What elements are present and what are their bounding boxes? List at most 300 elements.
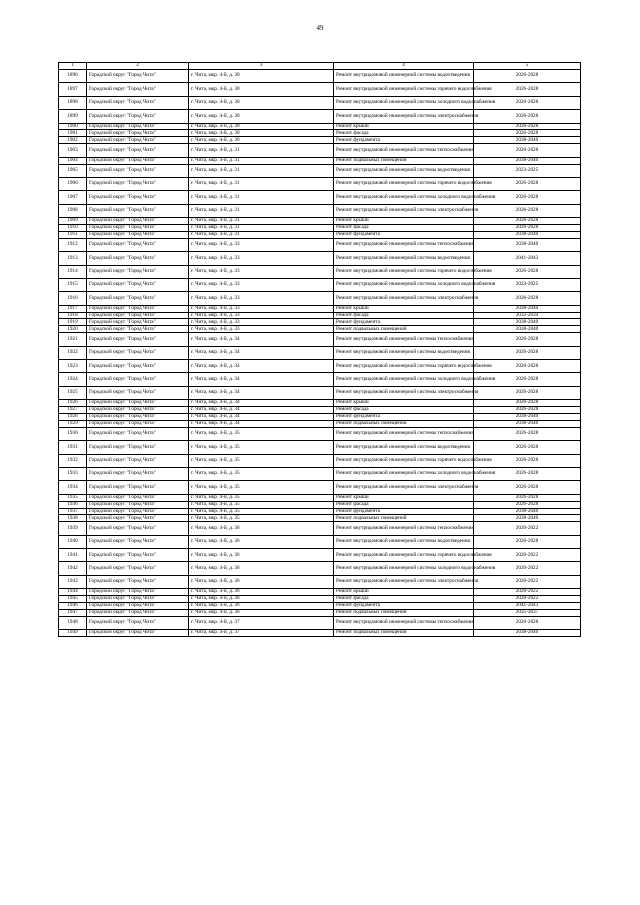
address-cell: г. Чита, мкр. 4-й, д. 33: [189, 305, 334, 312]
period-cell: 2026-2028: [474, 204, 581, 217]
table-row: [59, 96, 581, 109]
address-cell: г. Чита, мкр. 4-й, д. 36: [189, 589, 334, 596]
work-type-cell: Ремонт внутридомовой инженерной системы горячего водоснабжения: [334, 549, 474, 562]
work-type-cell: Ремонт фундамента: [334, 508, 474, 515]
address-cell: г. Чита, мкр. 4-й, д. 33: [189, 292, 334, 305]
row-number-cell: 1943: [59, 575, 87, 588]
work-type-cell: Ремонт внутридомовой инженерной системы теплоснабжения: [334, 427, 474, 440]
work-type-cell: Ремонт подвальных помещений: [334, 420, 474, 427]
municipality-cell: Городской округ "Город Чита": [87, 191, 189, 204]
work-type-cell: Ремонт фасада: [334, 407, 474, 414]
period-cell: 2026-2028: [474, 400, 581, 407]
address-cell: г. Чита, мкр. 4-й, д. 33: [189, 312, 334, 319]
row-number-cell: 1932: [59, 454, 87, 467]
period-cell: 2038-2040: [474, 508, 581, 515]
table-row: [59, 191, 581, 204]
address-cell: г. Чита, мкр. 4-й, д. 35: [189, 481, 334, 494]
address-cell: г. Чита, мкр. 4-й, д. 34: [189, 333, 334, 346]
municipality-cell: Городской округ "Город Чита": [87, 603, 189, 610]
period-cell: 2026-2028: [474, 360, 581, 373]
period-cell: 2035-2037: [474, 609, 581, 616]
municipality-cell: Городской округ "Город Чита": [87, 96, 189, 109]
row-number-cell: 1916: [59, 292, 87, 305]
table-row: [59, 83, 581, 96]
row-number-cell: 1917: [59, 305, 87, 312]
table-row: [59, 467, 581, 480]
table-row: [59, 333, 581, 346]
municipality-cell: Городской округ "Город Чита": [87, 373, 189, 386]
period-cell: 2038-2040: [474, 515, 581, 522]
table-row: [59, 616, 581, 629]
municipality-cell: Городской округ "Город Чита": [87, 231, 189, 238]
municipality-cell: Городской округ "Город Чита": [87, 164, 189, 177]
work-type-cell: Ремонт фундамента: [334, 414, 474, 421]
table-row: [59, 137, 581, 144]
row-number-cell: 1933: [59, 467, 87, 480]
address-cell: г. Чита, мкр. 4-й, д. 30: [189, 123, 334, 130]
address-cell: г. Чита, мкр. 4-й, д. 34: [189, 373, 334, 386]
period-cell: 2026-2028: [474, 454, 581, 467]
period-cell: 2026-2028: [474, 373, 581, 386]
table-row: [59, 292, 581, 305]
municipality-cell: Городской округ "Город Чита": [87, 575, 189, 588]
column-header: 2: [87, 63, 189, 70]
row-number-cell: 1922: [59, 346, 87, 359]
municipality-cell: Городской округ "Город Чита": [87, 616, 189, 629]
municipality-cell: Городской округ "Город Чита": [87, 535, 189, 548]
municipality-cell: Городской округ "Город Чита": [87, 305, 189, 312]
address-cell: г. Чита, мкр. 4-й, д. 30: [189, 96, 334, 109]
address-cell: г. Чита, мкр. 4-й, д. 33: [189, 319, 334, 326]
table-row: [59, 454, 581, 467]
row-number-cell: 1940: [59, 535, 87, 548]
repair-schedule-table: [58, 62, 581, 637]
work-type-cell: Ремонт фасада: [334, 501, 474, 508]
row-number-cell: 1918: [59, 312, 87, 319]
address-cell: г. Чита, мкр. 4-й, д. 31: [189, 224, 334, 231]
period-cell: 2026-2028: [474, 407, 581, 414]
address-cell: г. Чита, мкр. 4-й, д. 33: [189, 326, 334, 333]
municipality-cell: Городской округ "Город Чита": [87, 407, 189, 414]
work-type-cell: Ремонт крыши: [334, 494, 474, 501]
period-cell: 2041-2043: [474, 252, 581, 265]
table-row: [59, 144, 581, 157]
period-cell: 2020-2022: [474, 522, 581, 535]
municipality-cell: Городской округ "Город Чита": [87, 110, 189, 123]
table-row: [59, 238, 581, 251]
row-number-cell: 1908: [59, 204, 87, 217]
work-type-cell: Ремонт крыши: [334, 123, 474, 130]
table-row: [59, 130, 581, 137]
work-type-cell: Ремонт фасада: [334, 312, 474, 319]
row-number-cell: 1924: [59, 373, 87, 386]
table-row: [59, 373, 581, 386]
work-type-cell: Ремонт внутридомовой инженерной системы водоотведения: [334, 70, 474, 83]
address-cell: г. Чита, мкр. 4-й, д. 36: [189, 596, 334, 603]
period-cell: 2020-2022: [474, 549, 581, 562]
period-cell: 2026-2028: [474, 427, 581, 440]
address-cell: г. Чита, мкр. 4-й, д. 33: [189, 278, 334, 291]
address-cell: г. Чита, мкр. 4-й, д. 36: [189, 549, 334, 562]
row-number-cell: 1938: [59, 515, 87, 522]
work-type-cell: Ремонт внутридомовой инженерной системы водоотведения: [334, 346, 474, 359]
period-cell: 2038-2040: [474, 238, 581, 251]
row-number-cell: 1930: [59, 427, 87, 440]
column-header: 4: [334, 63, 474, 70]
work-type-cell: Ремонт внутридомовой инженерной системы холодного водоснабжения: [334, 96, 474, 109]
work-type-cell: Ремонт фасада: [334, 224, 474, 231]
address-cell: г. Чита, мкр. 4-й, д. 35: [189, 515, 334, 522]
period-cell: 2026-2028: [474, 130, 581, 137]
period-cell: 2038-2040: [474, 319, 581, 326]
table-row: [59, 177, 581, 190]
municipality-cell: Городской округ "Город Чита": [87, 346, 189, 359]
row-number-cell: 1926: [59, 400, 87, 407]
municipality-cell: Городской округ "Город Чита": [87, 292, 189, 305]
work-type-cell: Ремонт внутридомовой инженерной системы водоотведения: [334, 441, 474, 454]
period-cell: 2026-2028: [474, 616, 581, 629]
municipality-cell: Городской округ "Город Чита": [87, 501, 189, 508]
municipality-cell: Городской округ "Город Чита": [87, 522, 189, 535]
table-row: [59, 420, 581, 427]
table-row: [59, 265, 581, 278]
period-cell: 2026-2028: [474, 481, 581, 494]
row-number-cell: 1915: [59, 278, 87, 291]
municipality-cell: Городской округ "Город Чита": [87, 508, 189, 515]
column-header: 5: [474, 63, 581, 70]
address-cell: г. Чита, мкр. 4-й, д. 30: [189, 130, 334, 137]
table-row: [59, 501, 581, 508]
row-number-cell: 1939: [59, 522, 87, 535]
work-type-cell: Ремонт внутридомовой инженерной системы холодного водоснабжения: [334, 467, 474, 480]
table-row: [59, 609, 581, 616]
row-number-cell: 1949: [59, 630, 87, 637]
row-number-cell: 1920: [59, 326, 87, 333]
work-type-cell: Ремонт внутридомовой инженерной системы водоотведения: [334, 252, 474, 265]
work-type-cell: Ремонт внутридомовой инженерной системы холодного водоснабжения: [334, 278, 474, 291]
row-number-cell: 1944: [59, 589, 87, 596]
municipality-cell: Городской округ "Город Чита": [87, 467, 189, 480]
period-cell: 2038-2040: [474, 326, 581, 333]
table-row: [59, 70, 581, 83]
period-cell: 2026-2028: [474, 123, 581, 130]
period-cell: 2026-2028: [474, 110, 581, 123]
column-header: 1: [59, 63, 87, 70]
table-body: [59, 70, 581, 637]
work-type-cell: Ремонт подвальных помещений: [334, 630, 474, 637]
period-cell: 2020-2022: [474, 596, 581, 603]
work-type-cell: Ремонт фундамента: [334, 319, 474, 326]
address-cell: г. Чита, мкр. 4-й, д. 35: [189, 441, 334, 454]
row-number-cell: 1928: [59, 414, 87, 421]
table-row: [59, 481, 581, 494]
work-type-cell: Ремонт фундамента: [334, 603, 474, 610]
work-type-cell: Ремонт подвальных помещений: [334, 326, 474, 333]
work-type-cell: Ремонт внутридомовой инженерной системы электроснабжения: [334, 292, 474, 305]
row-number-cell: 1945: [59, 596, 87, 603]
period-cell: 2026-2028: [474, 333, 581, 346]
period-cell: 2038-2040: [474, 157, 581, 164]
municipality-cell: Городской округ "Город Чита": [87, 137, 189, 144]
table-row: [59, 575, 581, 588]
municipality-cell: Городской округ "Город Чита": [87, 589, 189, 596]
address-cell: г. Чита, мкр. 4-й, д. 34: [189, 386, 334, 399]
work-type-cell: Ремонт внутридомовой инженерной системы холодного водоснабжения: [334, 562, 474, 575]
row-number-cell: 1907: [59, 191, 87, 204]
row-number-cell: 1942: [59, 562, 87, 575]
municipality-cell: Городской округ "Город Чита": [87, 177, 189, 190]
work-type-cell: Ремонт фундамента: [334, 231, 474, 238]
period-cell: 2026-2028: [474, 191, 581, 204]
municipality-cell: Городской округ "Город Чита": [87, 400, 189, 407]
period-cell: 2023-2025: [474, 164, 581, 177]
address-cell: г. Чита, мкр. 4-й, д. 36: [189, 535, 334, 548]
municipality-cell: Городской округ "Город Чита": [87, 420, 189, 427]
row-number-cell: 1929: [59, 420, 87, 427]
table-header-row: [59, 63, 581, 70]
period-cell: 2026-2028: [474, 96, 581, 109]
address-cell: г. Чита, мкр. 4-й, д. 35: [189, 467, 334, 480]
municipality-cell: Городской округ "Город Чита": [87, 630, 189, 637]
work-type-cell: Ремонт подвальных помещений: [334, 515, 474, 522]
table-row: [59, 562, 581, 575]
table-row: [59, 360, 581, 373]
row-number-cell: 1936: [59, 501, 87, 508]
period-cell: 2026-2028: [474, 83, 581, 96]
address-cell: г. Чита, мкр. 4-й, д. 33: [189, 252, 334, 265]
address-cell: г. Чита, мкр. 4-й, д. 31: [189, 204, 334, 217]
municipality-cell: Городской округ "Город Чита": [87, 360, 189, 373]
table-row: [59, 346, 581, 359]
address-cell: г. Чита, мкр. 4-й, д. 36: [189, 562, 334, 575]
address-cell: г. Чита, мкр. 4-й, д. 31: [189, 218, 334, 225]
municipality-cell: Городской округ "Город Чита": [87, 454, 189, 467]
address-cell: г. Чита, мкр. 4-й, д. 30: [189, 110, 334, 123]
period-cell: 2026-2028: [474, 441, 581, 454]
row-number-cell: 1925: [59, 386, 87, 399]
row-number-cell: 1941: [59, 549, 87, 562]
address-cell: г. Чита, мкр. 4-й, д. 35: [189, 494, 334, 501]
work-type-cell: Ремонт внутридомовой инженерной системы водоотведения: [334, 164, 474, 177]
municipality-cell: Городской округ "Город Чита": [87, 252, 189, 265]
table-row: [59, 427, 581, 440]
address-cell: г. Чита, мкр. 4-й, д. 35: [189, 501, 334, 508]
work-type-cell: Ремонт внутридомовой инженерной системы горячего водоснабжения: [334, 177, 474, 190]
work-type-cell: Ремонт крыши: [334, 218, 474, 225]
period-cell: 2020-2022: [474, 589, 581, 596]
municipality-cell: Городской округ "Город Чита": [87, 218, 189, 225]
row-number-cell: 1896: [59, 70, 87, 83]
municipality-cell: Городской округ "Город Чита": [87, 123, 189, 130]
column-header: 3: [189, 63, 334, 70]
row-number-cell: 1901: [59, 130, 87, 137]
municipality-cell: Городской округ "Город Чита": [87, 144, 189, 157]
period-cell: 2026-2028: [474, 467, 581, 480]
work-type-cell: Ремонт внутридомовой инженерной системы теплоснабжения: [334, 333, 474, 346]
municipality-cell: Городской округ "Город Чита": [87, 83, 189, 96]
address-cell: г. Чита, мкр. 4-й, д. 31: [189, 144, 334, 157]
table-row: [59, 508, 581, 515]
work-type-cell: Ремонт внутридомовой инженерной системы теплоснабжения: [334, 616, 474, 629]
period-cell: 2026-2028: [474, 70, 581, 83]
work-type-cell: Ремонт внутридомовой инженерной системы горячего водоснабжения: [334, 360, 474, 373]
address-cell: г. Чита, мкр. 4-й, д. 35: [189, 454, 334, 467]
municipality-cell: Городской округ "Город Чита": [87, 494, 189, 501]
municipality-cell: Городской округ "Город Чита": [87, 427, 189, 440]
row-number-cell: 1927: [59, 407, 87, 414]
period-cell: 2026-2028: [474, 494, 581, 501]
period-cell: 2026-2028: [474, 535, 581, 548]
municipality-cell: Городской округ "Город Чита": [87, 157, 189, 164]
work-type-cell: Ремонт подвальных помещений: [334, 157, 474, 164]
row-number-cell: 1903: [59, 144, 87, 157]
row-number-cell: 1910: [59, 224, 87, 231]
municipality-cell: Городской округ "Город Чита": [87, 441, 189, 454]
work-type-cell: Ремонт внутридомовой инженерной системы горячего водоснабжения: [334, 265, 474, 278]
row-number-cell: 1911: [59, 231, 87, 238]
row-number-cell: 1931: [59, 441, 87, 454]
row-number-cell: 1899: [59, 110, 87, 123]
municipality-cell: Городской округ "Город Чита": [87, 265, 189, 278]
row-number-cell: 1906: [59, 177, 87, 190]
period-cell: 2032-2034: [474, 312, 581, 319]
period-cell: 2020-2022: [474, 575, 581, 588]
period-cell: 2038-2040: [474, 414, 581, 421]
period-cell: 2038-2040: [474, 420, 581, 427]
table-row: [59, 630, 581, 637]
row-number-cell: 1914: [59, 265, 87, 278]
work-type-cell: Ремонт крыши: [334, 305, 474, 312]
period-cell: 2026-2028: [474, 177, 581, 190]
work-type-cell: Ремонт фундамента: [334, 137, 474, 144]
row-number-cell: 1947: [59, 609, 87, 616]
table-row: [59, 252, 581, 265]
work-type-cell: Ремонт внутридомовой инженерной системы электроснабжения: [334, 204, 474, 217]
address-cell: г. Чита, мкр. 4-й, д. 30: [189, 70, 334, 83]
period-cell: 2026-2028: [474, 346, 581, 359]
address-cell: г. Чита, мкр. 4-й, д. 31: [189, 157, 334, 164]
address-cell: г. Чита, мкр. 4-й, д. 30: [189, 137, 334, 144]
row-number-cell: 1946: [59, 603, 87, 610]
work-type-cell: Ремонт фасада: [334, 130, 474, 137]
address-cell: г. Чита, мкр. 4-й, д. 36: [189, 575, 334, 588]
municipality-cell: Городской округ "Город Чита": [87, 319, 189, 326]
work-type-cell: Ремонт внутридомовой инженерной системы холодного водоснабжения: [334, 191, 474, 204]
period-cell: 2038-2040: [474, 305, 581, 312]
row-number-cell: 1913: [59, 252, 87, 265]
work-type-cell: Ремонт внутридомовой инженерной системы теплоснабжения: [334, 522, 474, 535]
row-number-cell: 1902: [59, 137, 87, 144]
work-type-cell: Ремонт внутридомовой инженерной системы теплоснабжения: [334, 144, 474, 157]
row-number-cell: 1898: [59, 96, 87, 109]
address-cell: г. Чита, мкр. 4-й, д. 37: [189, 630, 334, 637]
municipality-cell: Городской округ "Город Чита": [87, 238, 189, 251]
period-cell: 2023-2025: [474, 278, 581, 291]
municipality-cell: Городской округ "Город Чита": [87, 333, 189, 346]
work-type-cell: Ремонт крыши: [334, 400, 474, 407]
row-number-cell: 1904: [59, 157, 87, 164]
table-row: [59, 164, 581, 177]
address-cell: г. Чита, мкр. 4-й, д. 34: [189, 360, 334, 373]
work-type-cell: Ремонт внутридомовой инженерной системы электроснабжения: [334, 110, 474, 123]
row-number-cell: 1919: [59, 319, 87, 326]
municipality-cell: Городской округ "Город Чита": [87, 596, 189, 603]
period-cell: 2041-2043: [474, 603, 581, 610]
period-cell: 2026-2028: [474, 292, 581, 305]
row-number-cell: 1923: [59, 360, 87, 373]
address-cell: г. Чита, мкр. 4-й, д. 34: [189, 407, 334, 414]
municipality-cell: Городской округ "Город Чита": [87, 386, 189, 399]
row-number-cell: 1912: [59, 238, 87, 251]
work-type-cell: Ремонт внутридомовой инженерной системы горячего водоснабжения: [334, 454, 474, 467]
address-cell: г. Чита, мкр. 4-й, д. 37: [189, 616, 334, 629]
period-cell: 2026-2028: [474, 218, 581, 225]
municipality-cell: Городской округ "Город Чита": [87, 481, 189, 494]
row-number-cell: 1897: [59, 83, 87, 96]
work-type-cell: Ремонт крыши: [334, 589, 474, 596]
period-cell: 2026-2028: [474, 144, 581, 157]
period-cell: 2038-2040: [474, 231, 581, 238]
work-type-cell: Ремонт внутридомовой инженерной системы горячего водоснабжения: [334, 83, 474, 96]
row-number-cell: 1948: [59, 616, 87, 629]
address-cell: г. Чита, мкр. 4-й, д. 33: [189, 265, 334, 278]
address-cell: г. Чита, мкр. 4-й, д. 31: [189, 164, 334, 177]
table-row: [59, 522, 581, 535]
table-row: [59, 515, 581, 522]
table-row: [59, 549, 581, 562]
table-row: [59, 312, 581, 319]
row-number-cell: 1935: [59, 494, 87, 501]
work-type-cell: Ремонт внутридомовой инженерной системы электроснабжения: [334, 386, 474, 399]
municipality-cell: Городской округ "Город Чита": [87, 70, 189, 83]
row-number-cell: 1905: [59, 164, 87, 177]
period-cell: 2026-2028: [474, 265, 581, 278]
address-cell: г. Чита, мкр. 4-й, д. 34: [189, 346, 334, 359]
row-number-cell: 1934: [59, 481, 87, 494]
address-cell: г. Чита, мкр. 4-й, д. 33: [189, 238, 334, 251]
address-cell: г. Чита, мкр. 4-й, д. 34: [189, 420, 334, 427]
municipality-cell: Городской округ "Город Чита": [87, 204, 189, 217]
work-type-cell: Ремонт внутридомовой инженерной системы электроснабжения: [334, 575, 474, 588]
address-cell: г. Чита, мкр. 4-й, д. 36: [189, 522, 334, 535]
work-type-cell: Ремонт внутридомовой инженерной системы холодного водоснабжения: [334, 373, 474, 386]
municipality-cell: Городской округ "Город Чита": [87, 414, 189, 421]
municipality-cell: Городской округ "Город Чита": [87, 326, 189, 333]
work-type-cell: Ремонт фасада: [334, 596, 474, 603]
address-cell: г. Чита, мкр. 4-й, д. 31: [189, 231, 334, 238]
table-row: [59, 535, 581, 548]
municipality-cell: Городской округ "Город Чита": [87, 312, 189, 319]
period-cell: 2026-2028: [474, 386, 581, 399]
table-row: [59, 110, 581, 123]
page-number: 49: [316, 24, 324, 32]
table-row: [59, 123, 581, 130]
table-row: [59, 204, 581, 217]
work-type-cell: Ремонт подвальных помещений: [334, 609, 474, 616]
table-row: [59, 441, 581, 454]
address-cell: г. Чита, мкр. 4-й, д. 35: [189, 427, 334, 440]
address-cell: г. Чита, мкр. 4-й, д. 36: [189, 603, 334, 610]
address-cell: г. Чита, мкр. 4-й, д. 31: [189, 191, 334, 204]
municipality-cell: Городской округ "Город Чита": [87, 224, 189, 231]
municipality-cell: Городской округ "Город Чита": [87, 609, 189, 616]
row-number-cell: 1900: [59, 123, 87, 130]
work-type-cell: Ремонт внутридомовой инженерной системы теплоснабжения: [334, 238, 474, 251]
table-row: [59, 278, 581, 291]
address-cell: г. Чита, мкр. 4-й, д. 36: [189, 609, 334, 616]
period-cell: 2038-2040: [474, 630, 581, 637]
work-type-cell: Ремонт внутридомовой инженерной системы электроснабжения: [334, 481, 474, 494]
